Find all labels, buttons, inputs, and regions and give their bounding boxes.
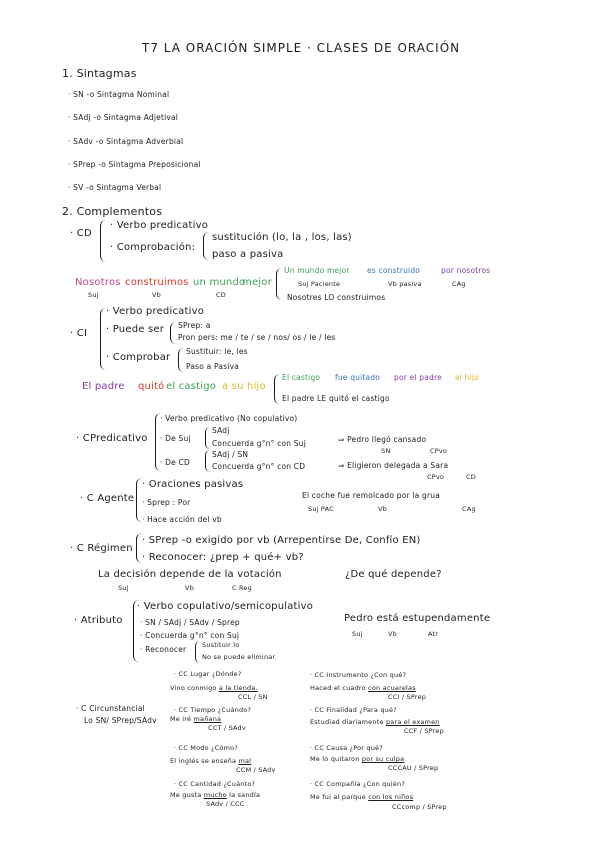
cd-lo: Nosotres LO construimos [287, 293, 386, 302]
cd-tag-suj: Suj [88, 291, 99, 299]
list-item: · SN -o Sintagma Nominal [68, 90, 170, 99]
atr-item: · Verbo copulativo/semicopulativo [137, 601, 314, 612]
atr-r1: Sustituir lo [202, 641, 240, 649]
creg-q: ¿De qué depende? [345, 569, 442, 580]
ci-puede-brace [170, 322, 176, 344]
cag-item: · Sprep : Por [142, 498, 191, 507]
ci-pas-cag: por el padre [394, 373, 442, 382]
atr-r2: No se puede eliminar [202, 653, 276, 661]
creg-tag-suj: Suj [118, 584, 129, 592]
cc-compania-tag: CCcomp / SPrep [392, 803, 447, 811]
ci-verbo: · Verbo predicativo [106, 306, 205, 317]
creg-item: · Reconocer: ¿prep + qué+ vb? [142, 552, 304, 563]
section-heading-complementos: 2. Complementos [62, 205, 163, 218]
cpred-ex1: ⇒ Pedro llegó cansado [338, 435, 427, 444]
cpred-desuj-brace [205, 427, 210, 449]
section-heading-sintagmas: 1. Sintagmas [62, 67, 137, 80]
cpred-label: · CPredicativo [76, 433, 148, 444]
cc-instrumento-ex: Haced el cuadro con acuarelas [310, 684, 416, 692]
cc-compania-q: · CC Compañía ¿Con quién? [310, 780, 405, 788]
list-item: · SAdj -o Sintagma Adjetival [68, 113, 179, 122]
cd-tag-vb: Vb [152, 291, 161, 299]
atr-label: · Atributo [74, 615, 123, 626]
cc-label: · C Circunstancial [76, 704, 145, 713]
cd-tag-cd: CD [216, 291, 226, 299]
cag-ex: El coche fue remolcado por la grua [302, 491, 441, 500]
cd-pas-vb: es construido [367, 266, 421, 275]
cpred-decd: · De CD [160, 458, 190, 467]
ci-ex-ci: a su hijo [222, 381, 266, 392]
ci-ex-vb: quitó [138, 381, 165, 392]
ci-sprep: SPrep: a [178, 321, 211, 330]
cd-ex-brace [276, 268, 282, 300]
cc-cantidad-ex: Me gusta mucho la sandía [170, 791, 261, 799]
creg-ex: La decisión depende de la votación [98, 569, 282, 580]
ci-pas-suj: El castigo [282, 373, 321, 382]
cag-tag-vb: Vb [378, 505, 387, 513]
cc-causa-q: · CC Causa ¿Por qué? [310, 744, 383, 752]
ci-pas-ci: al hijo [455, 373, 479, 382]
cc-causa-ex: Me lo quitaron por su culpa [310, 755, 405, 763]
atr-item: · SN / SAdj / SAdv / Sprep [140, 618, 240, 627]
cd-paso: paso a pasiva [212, 249, 284, 260]
ci-pas-vb: fue quitado [335, 373, 381, 382]
creg-item: · SPrep -o exigido por vb (Arrepentirse De, Confío EN) [142, 535, 421, 546]
cag-label: · C Agente [80, 493, 135, 504]
cc-tiempo-ex: Me iré mañana [170, 715, 222, 723]
cd-pas-suj: Un mundo mejor [284, 266, 350, 275]
cc-finalidad-q: · CC Finalidad ¿Para qué? [310, 706, 397, 714]
list-item: · SAdv -o Sintagma Adverbial [68, 137, 184, 146]
cpred-ex2-tag-cd: CD [466, 473, 476, 481]
cpred-desuj-a: SAdj [212, 426, 230, 435]
cpred-ex1-tag-cpvo: CPvo [430, 447, 448, 455]
ci-pasiva: Paso a Pasiva [186, 362, 240, 371]
cc-finalidad-ex: Estudiad diariamente para el examen [310, 718, 440, 726]
cc-sub: Lo SN/ SPrep/SAdv [84, 716, 157, 725]
cd-comprobacion: · Comprobación: [110, 242, 196, 253]
cpred-decd-brace [205, 450, 210, 472]
cpred-desuj: · De Suj [160, 434, 191, 443]
ci-ex-cd: el castigo [166, 381, 217, 392]
cd-pas-tag-vb: Vb pasiva [388, 280, 422, 288]
atr-tag-suj: Suj [352, 630, 363, 638]
ci-label: · CI [70, 328, 88, 339]
cc-tiempo-q: · CC Tiempo ¿Cuándo? [174, 706, 252, 714]
cc-modo-ex: El inglés se enseña mal [170, 757, 252, 765]
atr-ex: Pedro está estupendamente [344, 613, 491, 624]
cpred-decd-a: SAdj / SN [212, 450, 249, 459]
cd-ex-cd2: mejor [242, 277, 272, 288]
list-item: · SV -o Sintagma Verbal [68, 183, 162, 192]
ci-le: El padre LE quitó el castigo [282, 394, 390, 403]
cd-ex-cd: un mundo [193, 277, 246, 288]
cc-causa-tag: CCCAU / SPrep [388, 764, 439, 772]
atr-tag-vb: Vb [388, 630, 397, 638]
cd-ex-suj: Nosotros [75, 277, 121, 288]
ci-ex-suj: El padre [82, 381, 125, 392]
cc-cantidad-q: · CC Cantidad ¿Cuánto? [174, 780, 256, 788]
ci-ex-brace [274, 374, 280, 404]
cpred-ex2: ⇒ Eligieron delegada a Sara [338, 461, 449, 470]
cd-pas-tag-suj: Suj Paciente [298, 280, 341, 288]
cd-label: · CD [70, 228, 92, 239]
cd-pas-tag-cag: CAg [452, 280, 466, 288]
atr-tag-atr: Atr [428, 630, 439, 638]
cc-compania-ex: Me fui al parque con los niños [310, 793, 414, 801]
cd-ex-vb: construimos [125, 277, 189, 288]
cc-lugar-tag: CCL / SN [238, 693, 268, 701]
cag-tag-suj: Suj PAC [308, 505, 334, 513]
cpred-verbo: · Verbo predicativo (No copulativo) [160, 414, 298, 423]
cc-instrumento-q: · CC Instrumento ¿Con qué? [310, 671, 407, 679]
cag-item: · Oraciones pasivas [142, 479, 244, 490]
cd-brace [100, 220, 107, 262]
atr-item: · Reconocer [140, 645, 187, 654]
cc-cantidad-tag: SAdv / CCC [206, 800, 245, 808]
ci-comprobar: · Comprobar [106, 352, 171, 363]
cc-instrumento-tag: CCI / SPrep [388, 693, 427, 701]
creg-tag-vb: Vb [185, 584, 194, 592]
cc-tiempo-tag: CCT / SAdv [208, 724, 246, 732]
cpred-ex2-tag-cpvo: CPvo [427, 473, 445, 481]
cag-item: · Hace acción del vb [142, 515, 222, 524]
cd-sub-brace [203, 232, 209, 260]
cd-verbo: · Verbo predicativo [110, 220, 209, 231]
cpred-desuj-b: Concuerda g°n° con Suj [212, 439, 307, 448]
ci-puede: · Puede ser [106, 324, 165, 335]
creg-label: · C Régimen [70, 543, 133, 554]
cd-pas-cag: por nosotros [441, 266, 491, 275]
ci-pron: Pron pers: me / te / se / nos/ os / le / les [178, 333, 336, 342]
cpred-decd-b: Concuerda g°n° con CD [212, 462, 306, 471]
cc-modo-q: · CC Modo ¿Cómo? [174, 744, 238, 752]
page-title: T7 LA ORACIÓN SIMPLE · CLASES DE ORACIÓN [142, 41, 461, 55]
cd-sustitucion: sustitución (lo, la , los, las) [212, 232, 352, 243]
cc-finalidad-tag: CCF / SPrep [404, 727, 444, 735]
atr-rec-brace [195, 641, 200, 663]
creg-tag-creg: C Reg [232, 584, 252, 592]
cc-lugar-q: · CC Lugar ¿Dónde? [174, 670, 242, 678]
ci-sustituir: Sustituir: le, les [186, 347, 248, 356]
ci-comp-brace [178, 348, 184, 372]
cc-modo-tag: CCM / SAdv [236, 766, 276, 774]
cag-tag-cag: CAg [462, 505, 476, 513]
cc-lugar-ex: Vino conmigo a la tienda. [170, 684, 258, 692]
list-item: · SPrep -o Sintagma Preposicional [68, 160, 201, 169]
atr-item: · Concuerda g°n° con Suj [140, 631, 240, 640]
cpred-ex1-tag-suj: SN [381, 447, 391, 455]
